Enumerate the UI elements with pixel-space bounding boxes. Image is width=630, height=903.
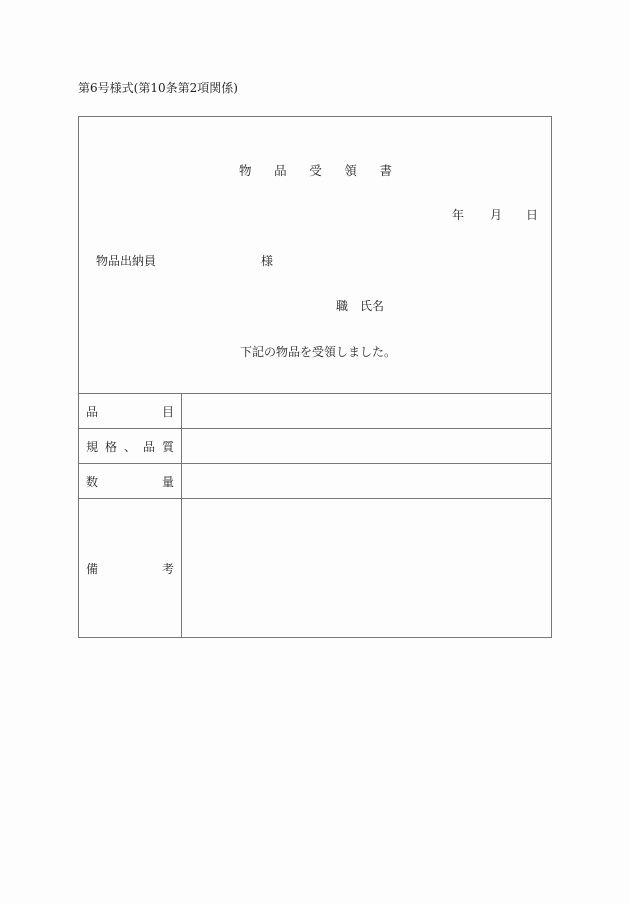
row-label: 数量 <box>86 474 174 489</box>
table-row-item <box>79 393 551 429</box>
row-label: 備考 <box>86 561 174 576</box>
item-field[interactable] <box>182 394 551 429</box>
form-title: 物品受領書 <box>239 163 392 178</box>
row-label: 規格、品質 <box>86 439 174 454</box>
receipt-statement: 下記の物品を受領しました。 <box>240 345 397 359</box>
signer-position-label: 職 <box>336 299 349 313</box>
receipt-form <box>78 116 552 638</box>
form-number: 第6号様式(第10条第2項関係) <box>78 81 238 95</box>
date-year-label: 年 <box>452 208 465 222</box>
table-row-remarks <box>79 498 551 638</box>
spec-quality-field[interactable] <box>182 429 551 464</box>
addressee-role: 物品出納員 <box>96 254 157 268</box>
date-month-label: 月 <box>490 208 503 222</box>
date-day-label: 日 <box>526 208 539 222</box>
table-row-spec-quality <box>79 428 551 464</box>
remarks-field[interactable] <box>182 499 551 638</box>
row-label: 品目 <box>86 404 174 419</box>
table-row-quantity <box>79 463 551 499</box>
signer-name-label: 氏名 <box>360 299 385 313</box>
quantity-field[interactable] <box>182 464 551 499</box>
addressee-honorific: 様 <box>261 254 274 268</box>
